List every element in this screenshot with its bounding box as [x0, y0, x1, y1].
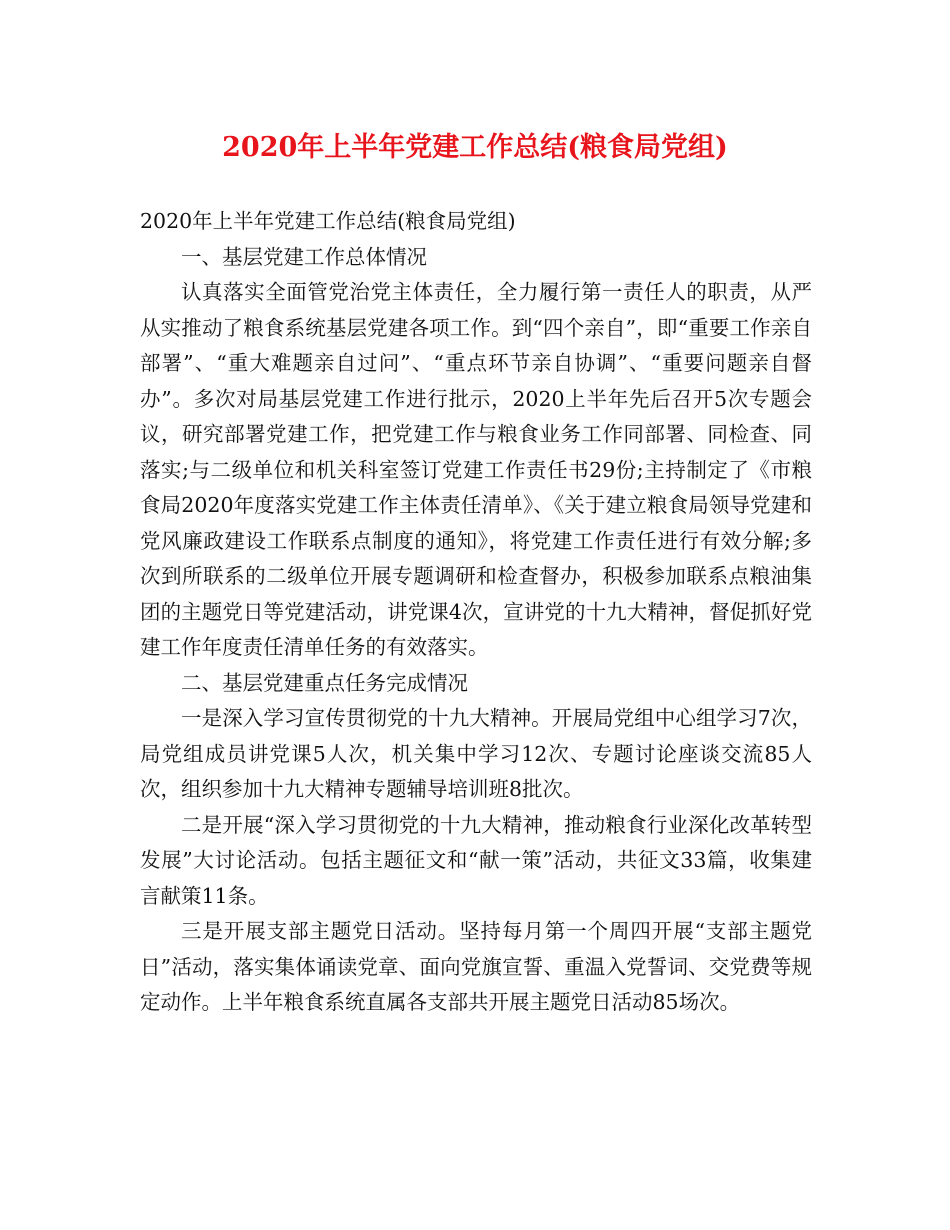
body-paragraph: 三是开展支部主题党日活动。坚持每月第一个周四开展“支部主题党日”活动，落实集体诵读党章、面向党旗宣誓、重温入党誓词、交党费等规定动作。上半年粮食系统直属各支部共开展主题党日活动85场次。: [140, 919, 812, 1014]
body-paragraph: 认真落实全面管党治党主体责任，全力履行第一责任人的职责，从严从实推动了粮食系统基层党建各项工作。到“四个亲自”，即“重要工作亲自部署”、“重大难题亲自过问”、“重点环节亲自协调”、“重要问题亲自督办”。多次对局基层党建工作进行批示，2020上半年先后召开5次专题会议，研究部署党建工作，把党建工作与粮食业务工作同部署、同检查、同落实;与二级单位和机关科室签订党建工作责任书29份;主持制定了《市粮食局2020年度落实党建工作主体责任清单》、《关于建立粮食局领导党建和党风廉政建设工作联系点制度的通知》，将党建工作责任进行有效分解;多次到所联系的二级单位开展专题调研和检查督办，积极参加联系点粮油集团的主题党日等党建活动，讲党课4次，宣讲党的十九大精神，督促抓好党建工作年度责任清单任务的有效落实。: [140, 280, 812, 659]
subtitle-paragraph: 2020年上半年党建工作总结(粮食局党组): [140, 209, 516, 233]
body-paragraph: 一是深入学习宣传贯彻党的十九大精神。开展局党组中心组学习7次，局党组成员讲党课5人次，机关集中学习12次、专题讨论座谈交流85人次，组织参加十九大精神专题辅导培训班8批次。: [140, 706, 812, 801]
section-heading-2: 二、基层党建重点任务完成情况: [181, 670, 468, 695]
document-title: 2020年上半年党建工作总结(粮食局党组): [222, 132, 728, 163]
body-paragraph: 二是开展“深入学习贯彻党的十九大精神，推动粮食行业深化改革转型发展”大讨论活动。包括主题征文和“献一策”活动，共征文33篇，收集建言献策11条。: [140, 812, 812, 908]
document-body: [140, 204, 812, 1021]
section-heading-1: 一、基层党建工作总体情况: [181, 244, 427, 269]
